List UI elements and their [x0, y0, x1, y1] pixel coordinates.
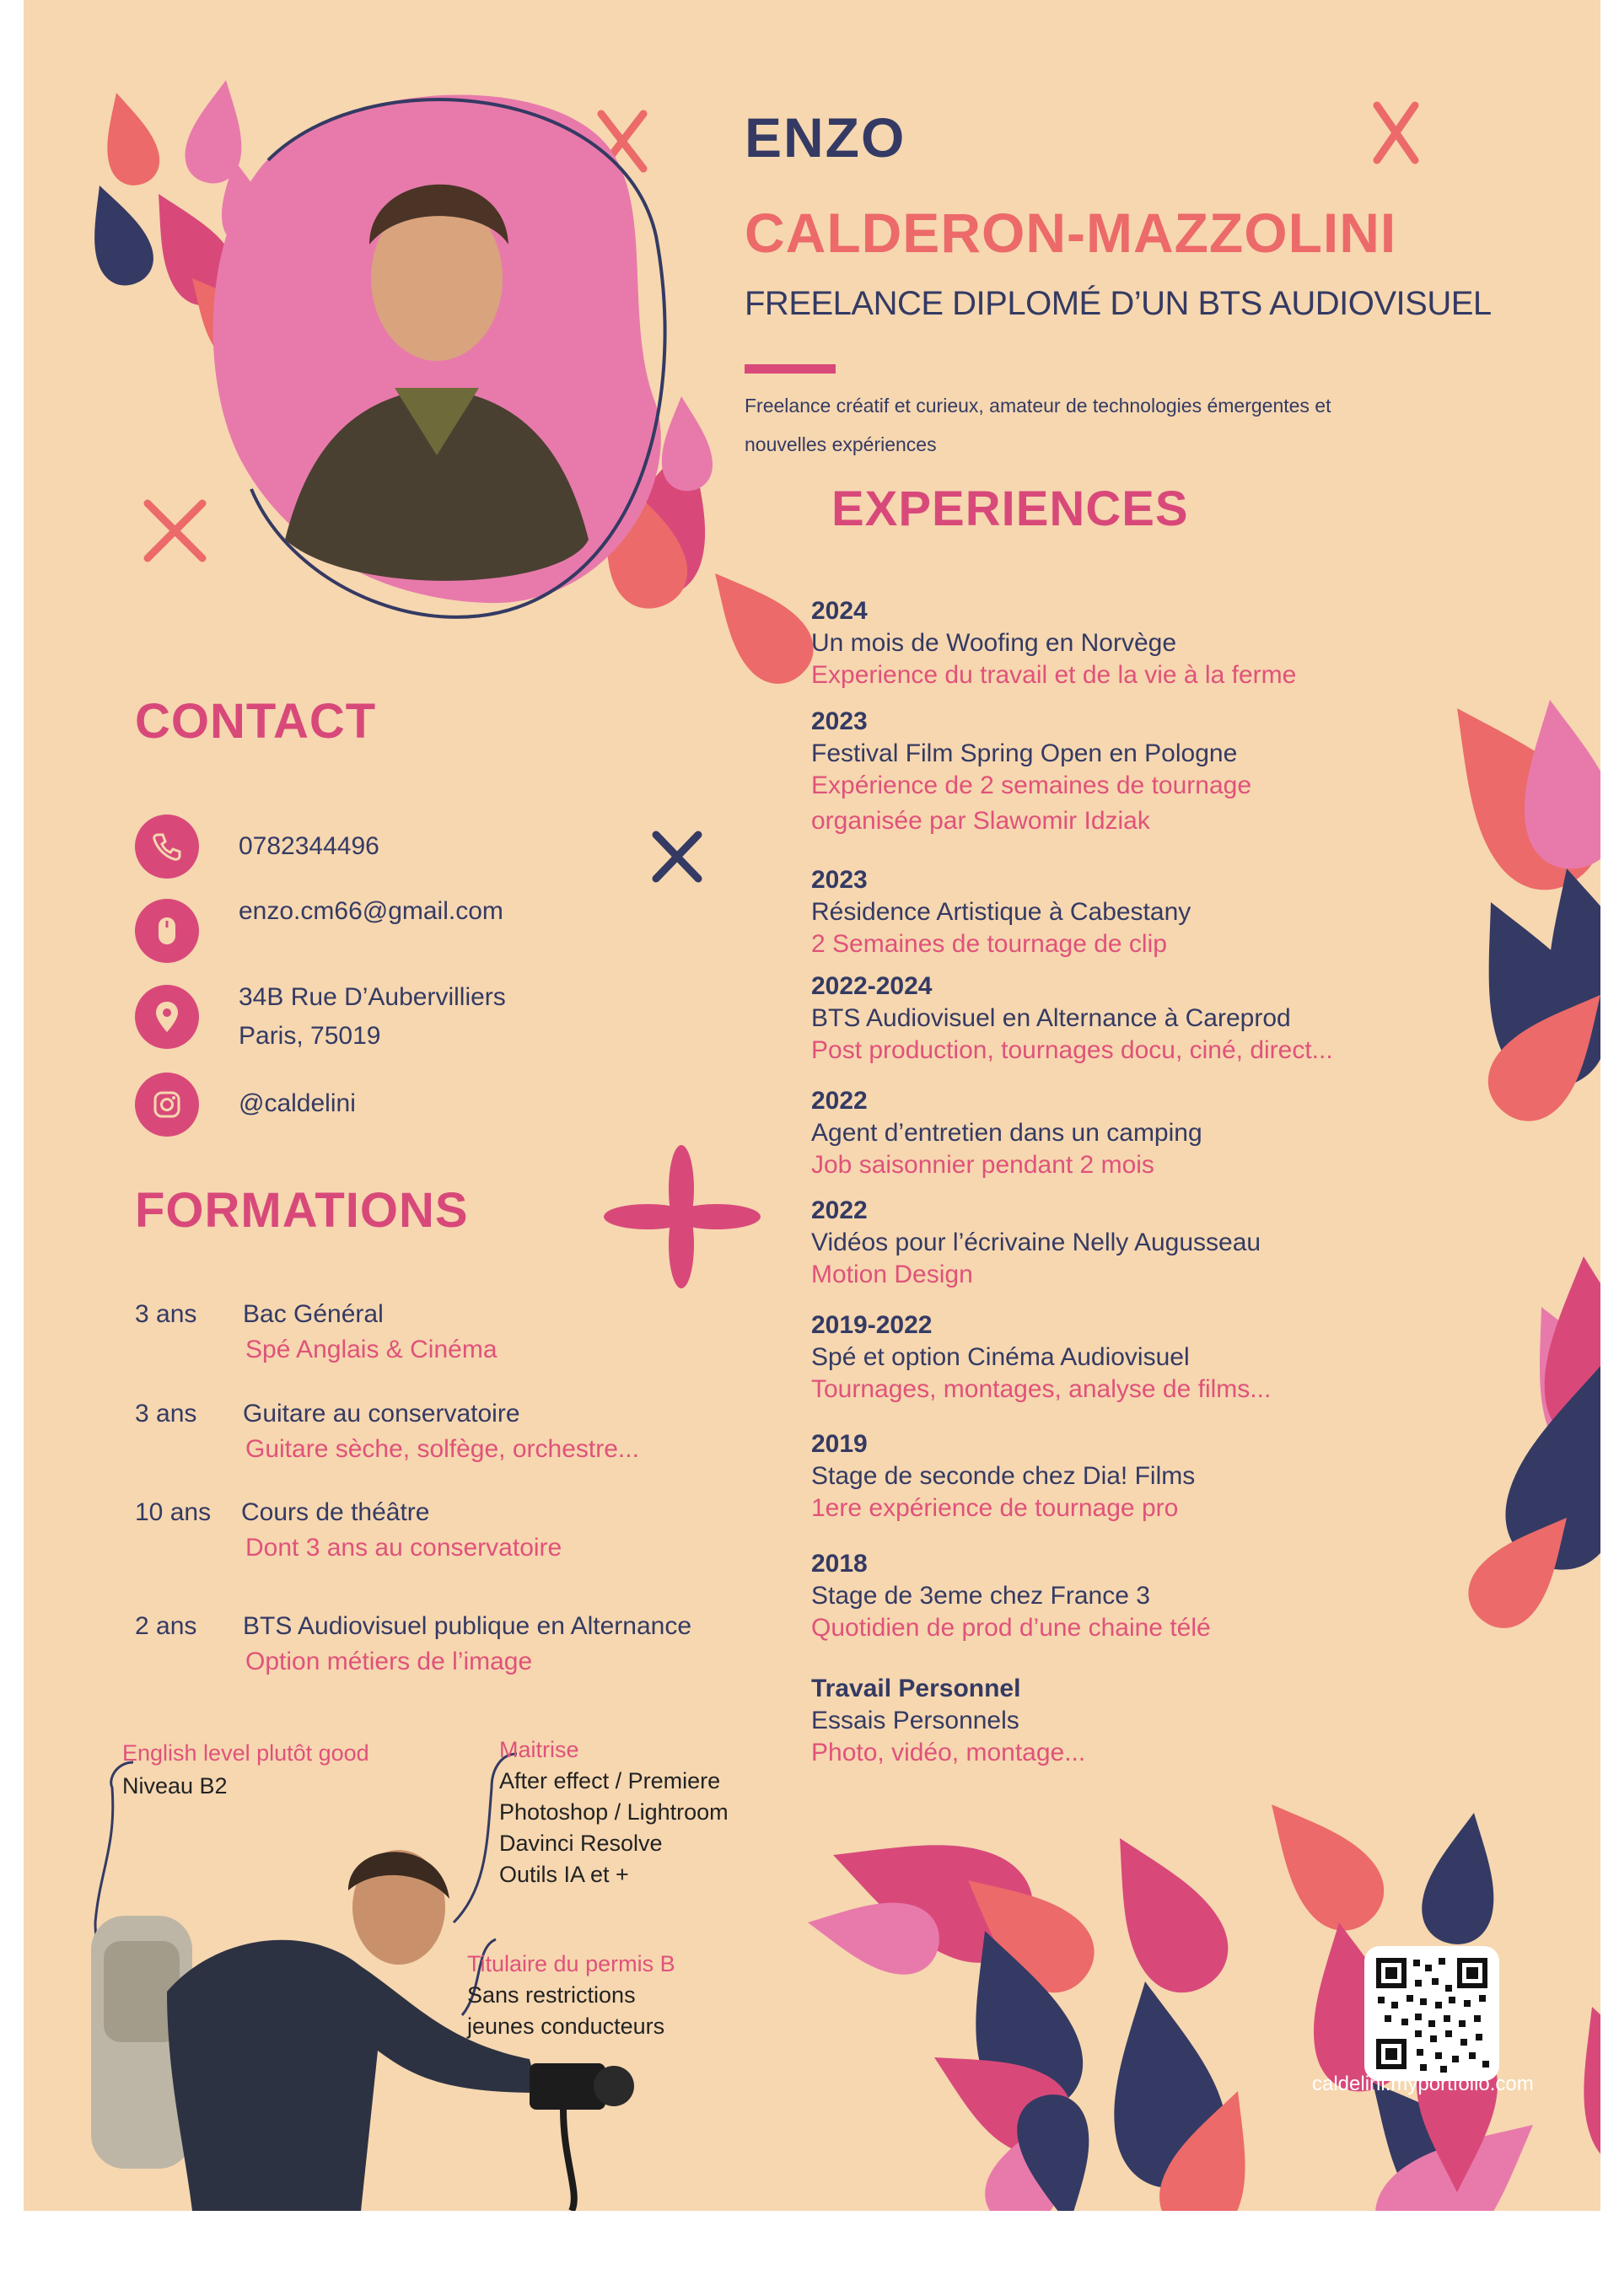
- experience-desc: Experience du travail et de la vie à la ferme: [811, 661, 1297, 689]
- experience-list: [811, 597, 1469, 1784]
- formation-title: Guitare au conservatoire: [243, 1400, 520, 1428]
- experience-title: Festival Film Spring Open en Pologne: [811, 739, 1238, 767]
- intro-line: nouvelles expériences: [745, 433, 937, 455]
- formation-duration: 2 ans: [135, 1612, 197, 1640]
- email-address[interactable]: enzo.cm66@gmail.com: [239, 897, 503, 925]
- qr-code[interactable]: [1364, 1946, 1499, 2081]
- formation-desc: Dont 3 ans au conservatoire: [245, 1534, 562, 1562]
- experience-desc: Post production, tournages docu, ciné, direct...: [811, 1036, 1333, 1064]
- intro-line: Freelance créatif et curieux, amateur de technologies émergentes et: [745, 395, 1331, 417]
- last-name: CALDERON-MAZZOLINI: [745, 202, 1397, 264]
- mastery-item: After effect / Premiere: [499, 1768, 721, 1793]
- experience-year: 2019-2022: [811, 1311, 933, 1339]
- experience-desc: organisée par Slawomir Idziak: [811, 807, 1150, 835]
- resume-page: [24, 0, 1600, 2211]
- accent-divider: [745, 364, 836, 374]
- experience-title: Stage de 3eme chez France 3: [811, 1582, 1150, 1610]
- first-name: ENZO: [745, 106, 906, 169]
- experience-item: [811, 1196, 1469, 1311]
- instagram-icon: [135, 1073, 199, 1137]
- experience-desc: 2 Semaines de tournage de clip: [811, 930, 1167, 958]
- formation-duration: 10 ans: [135, 1498, 212, 1526]
- english-label: English level plutôt good: [122, 1740, 369, 1766]
- mastery-item: Davinci Resolve: [499, 1831, 663, 1856]
- experience-item: [811, 707, 1469, 866]
- experience-item: [811, 597, 1469, 707]
- experience-item: [811, 1430, 1469, 1550]
- formation-title: Cours de théâtre: [241, 1498, 430, 1526]
- experience-year: Travail Personnel: [811, 1675, 1021, 1702]
- job-title: FREELANCE DIPLOMÉ D’UN BTS AUDIOVISUEL: [745, 285, 1492, 322]
- experience-desc: 1ere expérience de tournage pro: [811, 1494, 1179, 1522]
- experience-item: [811, 1087, 1469, 1196]
- location-pin-icon: [135, 985, 199, 1049]
- address-line: 34B Rue D’Aubervilliers: [239, 983, 506, 1011]
- experience-desc: Motion Design: [811, 1261, 973, 1288]
- experience-title: Vidéos pour l’écrivaine Nelly Augusseau: [811, 1229, 1261, 1256]
- mastery-item: Outils IA et +: [499, 1862, 629, 1887]
- formation-desc: Option métiers de l’image: [245, 1648, 533, 1675]
- address: [239, 978, 506, 1056]
- experience-item: [811, 1311, 1469, 1430]
- experience-item: [811, 866, 1469, 972]
- formation-title: Bac Général: [243, 1300, 384, 1328]
- experience-title: Spé et option Cinéma Audiovisuel: [811, 1343, 1190, 1371]
- address-line: Paris, 75019: [239, 1022, 381, 1050]
- license-item: Sans restrictions: [467, 1982, 636, 2008]
- experience-item: [811, 972, 1469, 1087]
- experience-title: Un mois de Woofing en Norvège: [811, 629, 1177, 657]
- experience-desc: Expérience de 2 semaines de tournage: [811, 772, 1252, 799]
- formations-heading: FORMATIONS: [135, 1183, 469, 1238]
- license-label: Titulaire du permis B: [467, 1951, 675, 1976]
- formation-desc: Guitare sèche, solfège, orchestre...: [245, 1435, 639, 1463]
- experience-desc: Job saisonnier pendant 2 mois: [811, 1151, 1154, 1179]
- experience-year: 2018: [811, 1550, 868, 1578]
- phone-icon: [135, 815, 199, 879]
- experience-desc: Photo, vidéo, montage...: [811, 1739, 1086, 1766]
- experience-title: Résidence Artistique à Cabestany: [811, 898, 1191, 926]
- photographer-photo: [57, 1823, 664, 2211]
- experience-item: [811, 1675, 1469, 1784]
- experience-title: Essais Personnels: [811, 1707, 1019, 1734]
- experiences-heading: EXPERIENCES: [831, 481, 1189, 536]
- phone-number[interactable]: 0782344496: [239, 832, 379, 860]
- experience-title: BTS Audiovisuel en Alternance à Careprod: [811, 1004, 1291, 1032]
- experience-title: Stage de seconde chez Dia! Films: [811, 1462, 1196, 1490]
- mastery-item: Photoshop / Lightroom: [499, 1799, 729, 1825]
- license-item: jeunes conducteurs: [467, 2014, 665, 2039]
- mastery-label: Maitrise: [499, 1737, 579, 1762]
- experience-year: 2023: [811, 707, 868, 735]
- english-level: Niveau B2: [122, 1773, 228, 1799]
- instagram-handle[interactable]: @caldelini: [239, 1089, 356, 1117]
- formation-desc: Spé Anglais & Cinéma: [245, 1336, 498, 1363]
- experience-desc: Quotidien de prod d’une chaine télé: [811, 1614, 1211, 1642]
- portrait-photo: [184, 67, 707, 624]
- portfolio-url[interactable]: caldelini.myportfolio.com: [1312, 2073, 1534, 2095]
- experience-year: 2019: [811, 1430, 868, 1458]
- experience-year: 2024: [811, 597, 868, 625]
- experience-item: [811, 1550, 1469, 1675]
- experience-year: 2022: [811, 1196, 868, 1224]
- formation-duration: 3 ans: [135, 1400, 197, 1428]
- formation-duration: 3 ans: [135, 1300, 197, 1328]
- contact-heading: CONTACT: [135, 694, 377, 749]
- experience-desc: Tournages, montages, analyse de films...: [811, 1375, 1272, 1403]
- intro-text: [745, 386, 1503, 464]
- mouse-icon: [135, 899, 199, 963]
- experience-year: 2022-2024: [811, 972, 933, 1000]
- experience-year: 2022: [811, 1087, 868, 1115]
- experience-title: Agent d’entretien dans un camping: [811, 1119, 1202, 1147]
- formation-title: BTS Audiovisuel publique en Alternance: [243, 1612, 692, 1640]
- experience-year: 2023: [811, 866, 868, 894]
